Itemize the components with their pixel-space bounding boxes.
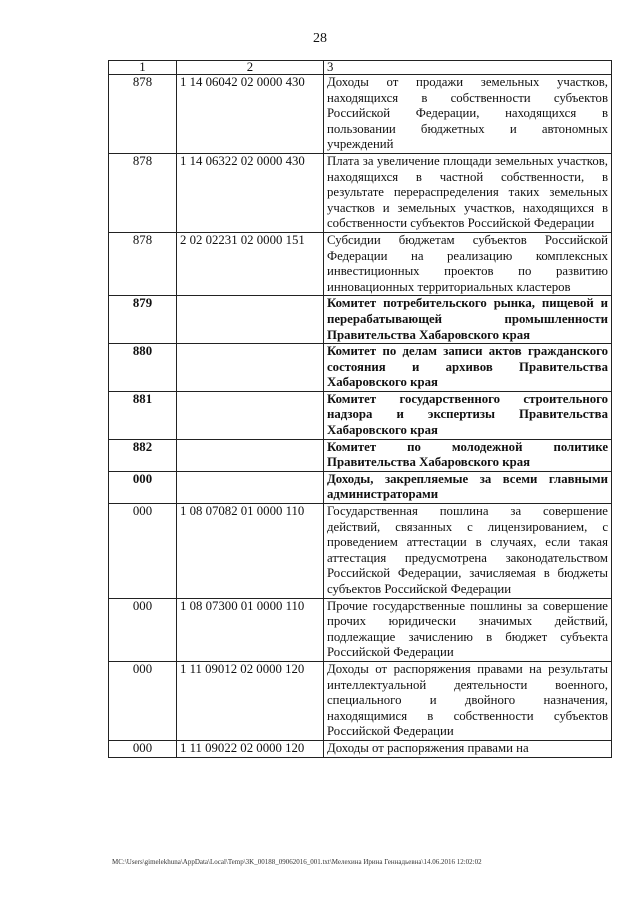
table-header-row (109, 61, 612, 75)
revenue-code-cell (177, 296, 324, 344)
revenue-code-cell: 1 08 07300 01 0000 110 (177, 598, 324, 661)
admin-code-cell: 878 (109, 232, 177, 295)
revenue-name-cell: Субсидии бюджетам субъектов Российской Федерации на реализацию комплексных инвестиционных проектов по развитию инновационных территориальных кластеров (324, 232, 612, 295)
admin-code-cell: 000 (109, 661, 177, 740)
revenue-code-cell (177, 471, 324, 503)
document-footer-path: МС:\Users\gimelekhuna\AppData\Local\Temp\3K_00188_09062016_001.txt\Мелехина Ирина Геннадьевна\14.06.2016 12:02:02 (112, 858, 482, 866)
admin-code-cell: 879 (109, 296, 177, 344)
revenue-code-cell (177, 439, 324, 471)
admin-code-cell: 878 (109, 153, 177, 232)
page-number: 28 (313, 31, 327, 46)
revenue-name-cell: Плата за увеличение площади земельных участков, находящихся в частной собственности, в результате перераспределения таких земельных участков и земельных участков, находящихся в собственности субъектов Российской Федерации (324, 153, 612, 232)
revenue-table (108, 60, 612, 758)
table-row (109, 504, 612, 599)
header-col-3: 3 (324, 61, 612, 75)
administrator-name-cell: Комитет государственного строительного надзора и экспертизы Правительства Хабаровского края (324, 391, 612, 439)
administrator-name-cell: Комитет по делам записи актов гражданского состояния и архивов Правительства Хабаровского края (324, 344, 612, 392)
administrator-name-cell: Комитет потребительского рынка, пищевой и перерабатывающей промышленности Правительства Хабаровского края (324, 296, 612, 344)
table-row (109, 661, 612, 740)
admin-code-cell: 000 (109, 504, 177, 599)
revenue-name-cell: Доходы от распоряжения правами на результаты интеллектуальной деятельности военного, специального и двойного назначения, находящимися в собственности субъектов Российской Федерации (324, 661, 612, 740)
table-row-administrator (109, 344, 612, 392)
revenue-code-cell: 1 14 06042 02 0000 430 (177, 75, 324, 154)
admin-code-cell: 000 (109, 471, 177, 503)
revenue-code-cell (177, 391, 324, 439)
admin-code-cell: 881 (109, 391, 177, 439)
header-col-2: 2 (177, 61, 324, 75)
revenue-code-cell: 1 08 07082 01 0000 110 (177, 504, 324, 599)
table-row-administrator (109, 296, 612, 344)
admin-code-cell: 000 (109, 740, 177, 757)
revenue-code-cell (177, 344, 324, 392)
admin-code-cell: 000 (109, 598, 177, 661)
table-row (109, 75, 612, 154)
table-row (109, 232, 612, 295)
table-row (109, 598, 612, 661)
revenue-name-cell: Доходы от продажи земельных участков, находящихся в собственности субъектов Российской Федерации, находящихся в пользовании бюджетных и автономных учреждений (324, 75, 612, 154)
table-row-partial (109, 740, 612, 757)
revenue-code-cell: 1 14 06322 02 0000 430 (177, 153, 324, 232)
section-name-cell: Доходы, закрепляемые за всеми главными администраторами (324, 471, 612, 503)
revenue-code-cell: 1 11 09022 02 0000 120 (177, 740, 324, 757)
table-row-administrator (109, 391, 612, 439)
revenue-code-cell: 1 11 09012 02 0000 120 (177, 661, 324, 740)
revenue-name-cell: Государственная пошлина за совершение действий, связанных с лицензированием, с проведением аттестации в случаях, если такая аттестация предусмотрена законодательством Российской Федерации, зачисляемая в бюджеты субъектов Российской Федерации (324, 504, 612, 599)
revenue-name-cell: Прочие государственные пошлины за совершение прочих юридически значимых действий, подлежащие зачислению в бюджет субъекта Российской Федерации (324, 598, 612, 661)
table-row (109, 153, 612, 232)
revenue-name-text: Доходы от распоряжения правами на (327, 740, 529, 755)
admin-code-cell: 878 (109, 75, 177, 154)
admin-code-cell: 880 (109, 344, 177, 392)
admin-code-cell: 882 (109, 439, 177, 471)
revenue-name-cell (324, 740, 612, 757)
table-row-section (109, 471, 612, 503)
table-row-administrator (109, 439, 612, 471)
header-col-1: 1 (109, 61, 177, 75)
revenue-code-cell: 2 02 02231 02 0000 151 (177, 232, 324, 295)
administrator-name-cell: Комитет по молодежной политике Правительства Хабаровского края (324, 439, 612, 471)
